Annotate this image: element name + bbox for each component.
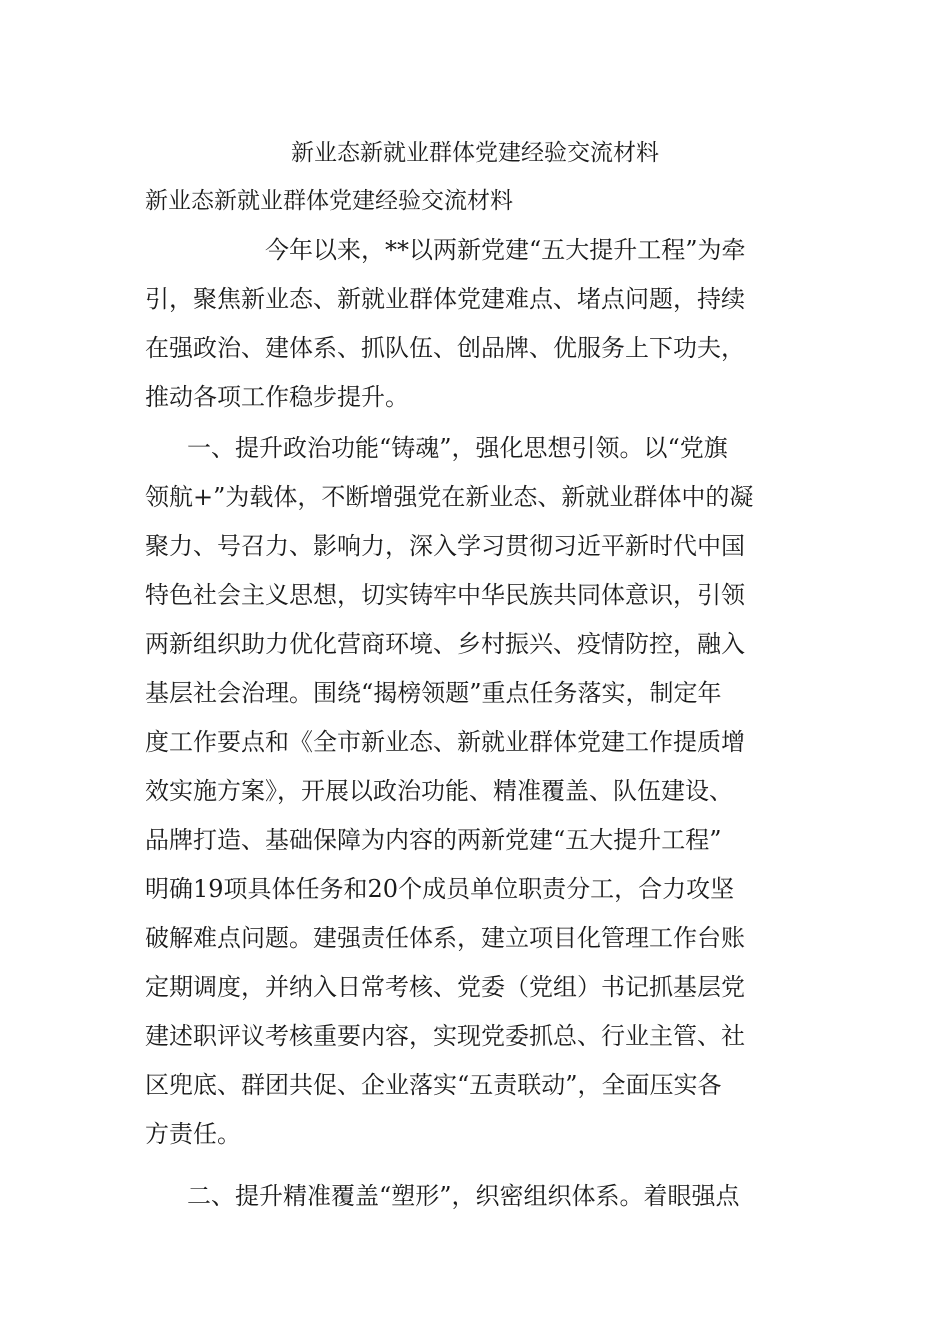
paragraph-line: 领航+”为载体，不断增强党在新业态、新就业群体中的凝 — [145, 483, 754, 511]
paragraph-line: 建述职评议考核重要内容，实现党委抓总、行业主管、社 — [145, 1022, 745, 1050]
paragraph-line: 效实施方案》，开展以政治功能、精准覆盖、队伍建设、 — [145, 777, 733, 805]
paragraph-line: 明确19项具体任务和20个成员单位职责分工，合力攻坚 — [145, 875, 735, 903]
paragraph-line: 特色社会主义思想，切实铸牢中华民族共同体意识，引领 — [145, 581, 745, 609]
document-subtitle: 新业态新就业群体党建经验交流材料 — [145, 188, 513, 214]
paragraph-line: 定期调度，并纳入日常考核、党委（党组）书记抓基层党 — [145, 973, 745, 1001]
paragraph-line: 区兜底、群团共促、企业落实“五责联动”，全面压实各 — [145, 1071, 722, 1099]
paragraph-line: 基层社会治理。围绕“揭榜领题”重点任务落实，制定年 — [145, 679, 722, 707]
paragraph-line: 一、提升政治功能“铸魂”，强化思想引领。以“党旗 — [187, 434, 728, 462]
paragraph-intro — [145, 226, 825, 422]
paragraph-line: 引，聚焦新业态、新就业群体党建难点、堵点问题，持续 — [145, 285, 745, 313]
paragraph-line: 度工作要点和《全市新业态、新就业群体党建工作提质增 — [145, 728, 745, 756]
paragraph-line: 今年以来，**以两新党建“五大提升工程”为牵 — [265, 236, 746, 264]
paragraph-line: 推动各项工作稳步提升。 — [145, 383, 409, 411]
paragraph-line: 方责任。 — [145, 1120, 241, 1148]
paragraph-section-one — [145, 424, 825, 1159]
paragraph-line: 二、提升精准覆盖“塑形”，织密组织体系。着眼强点 — [187, 1182, 740, 1210]
paragraph-line: 聚力、号召力、影响力，深入学习贯彻习近平新时代中国 — [145, 532, 745, 560]
paragraph-section-two — [145, 1172, 825, 1221]
paragraph-line: 两新组织助力优化营商环境、乡村振兴、疫情防控，融入 — [145, 630, 745, 658]
document-title: 新业态新就业群体党建经验交流材料 — [291, 140, 659, 166]
paragraph-line: 在强政治、建体系、抓队伍、创品牌、优服务上下功夫， — [145, 334, 745, 362]
paragraph-line: 破解难点问题。建强责任体系，建立项目化管理工作台账 — [145, 924, 745, 952]
paragraph-line: 品牌打造、基础保障为内容的两新党建“五大提升工程” — [145, 826, 722, 854]
